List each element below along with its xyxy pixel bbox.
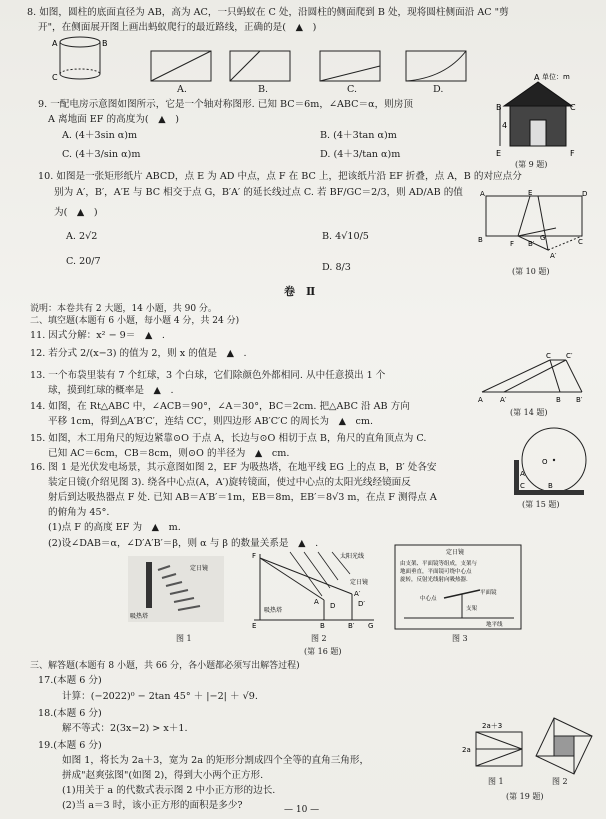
section1-heading: 二、填空题(本题有 6 小题，每小题 4 分，共 24 分) <box>30 316 240 326</box>
q16-fig2-tower-text: 吸热塔 <box>264 607 283 614</box>
q14-label-b: B <box>556 396 561 404</box>
q16-fig3-title: 定日镜 <box>446 549 465 556</box>
q16-fig3-desc-0: 由支架、平面镜等组成，支架与 <box>400 561 478 567</box>
juan2-title: 卷 Ⅱ <box>284 285 316 298</box>
q17-body: 计算：(−2022)⁰ − 2tan 45° ＋ |−2| ＋ √9. <box>62 691 258 702</box>
q10-label-b2: B′ <box>528 240 535 248</box>
q16-line1: 16. 图 1 是光伏发电场景，其示意图如图 2，EF 为吸热塔，在地平线 EG 上的点 B，B′ 处各安 <box>30 462 437 473</box>
q14-label-a: A <box>478 396 483 404</box>
q9-house-figure <box>496 70 580 162</box>
q16-fig3-label: 图 3 <box>452 634 468 643</box>
q16-fig2-label-b2: B′ <box>348 622 355 630</box>
q8-cylinder-figure <box>52 34 108 84</box>
q19-fig2 <box>534 716 594 776</box>
q19-dim-top: 2a＋3 <box>482 722 503 730</box>
q19-sub2: (2)当 a＝3 时，该小正方形的面积是多少? <box>62 800 243 811</box>
q8-label-a: A <box>52 39 58 48</box>
q16-fig1-label: 图 1 <box>176 634 192 643</box>
q15-line1: 15. 如图，木工用角尺的短边紧靠⊙O 于点 A，长边与⊙O 相切于点 B，角尺的直角顶点为 C. <box>30 433 427 444</box>
q9-label-b: B <box>496 103 502 112</box>
q13-line1: 13. 一个布袋里装有 7 个红球，3 个白球，它们除颜色外都相同. 从中任意摸出 1 个 <box>30 370 386 381</box>
q9-option-c: C. (4＋3/sin α)m <box>62 149 141 160</box>
q15-label-c: C <box>520 482 525 490</box>
q9-label-c: C <box>570 103 576 112</box>
q14-triangle-figure <box>476 352 588 404</box>
q15-label-b: B <box>548 482 553 490</box>
q16-line4: 的俯角为 45°. <box>48 507 110 518</box>
q19-fig2-label: 图 2 <box>552 777 568 786</box>
q17-title: 17.(本题 6 分) <box>38 675 102 686</box>
q16-fig3-mirror: 平面镜 <box>480 590 497 596</box>
q16-fig3-desc-1: 地面垂直，平面镜可绕中心点 <box>400 569 472 575</box>
q8-label-c: C <box>52 73 58 82</box>
q16-fig3-desc-2: 旋转，反射光线射向吸热器. <box>400 577 468 583</box>
q10-line2: 别为 A′，B′，A′E 与 BC 相交于点 G，B′A′ 的延长线过点 C. 若 BF/GC＝2/3，则 AD/AB 的值 <box>54 187 463 198</box>
q13-line2: 球，摸到红球的概率是 ▲ . <box>48 385 174 396</box>
q15-circle-figure <box>512 420 588 500</box>
q16-fig2-label-d2: D′ <box>358 600 365 608</box>
q19-fig1-label: 图 1 <box>488 777 504 786</box>
q11-text: 11. 因式分解：x² − 9＝ ▲ . <box>30 330 165 341</box>
q9-unit: 单位：m <box>542 73 570 81</box>
q12-text: 12. 若分式 2/(x−3) 的值为 2，则 x 的值是 ▲ . <box>30 348 247 359</box>
q18-title: 18.(本题 6 分) <box>38 708 102 719</box>
q18-body: 解不等式：2(3x−2) > x＋1. <box>62 723 188 734</box>
q16-fig2-label-f: F <box>252 552 257 560</box>
q16-fig1-tower-text: 吸热塔 <box>130 613 149 620</box>
q9-line1: 9. 一配电房示意图如图所示，它是一个轴对称图形. 已知 BC＝6m，∠ABC＝α，则房顶 <box>38 99 413 110</box>
q10-label-a2: A′ <box>550 252 557 260</box>
q10-option-d: D. 8/3 <box>322 262 351 273</box>
q16-fig3-center: 中心点 <box>420 596 437 602</box>
q10-caption: (第 10 题) <box>512 267 550 276</box>
q8-line1: 8. 如图，圆柱的底面直径为 AB，高为 AC，一只蚂蚁在 C 处，沿圆柱的侧面爬到 B 处，现将圆柱侧面沿 AC "剪 <box>27 7 509 18</box>
q16-caption: (第 16 题) <box>304 647 342 656</box>
q10-label-c: C <box>578 238 583 246</box>
q10-line1: 10. 如图是一张矩形纸片 ABCD，点 E 为 AD 中点，点 F 在 BC 上，把该纸片沿 EF 折叠，点 A，B 的对应点分 <box>38 171 522 182</box>
q10-option-a: A. 2√2 <box>66 231 98 242</box>
q16-fig2-label-g: G <box>368 622 374 630</box>
q16-fig2-mirror-text: 定日镜 <box>350 579 369 586</box>
q8-option-d-figure <box>405 50 467 86</box>
q19-sub1: (1)用关于 a 的代数式表示图 2 中小正方形的边长. <box>62 785 276 796</box>
q10-label-g: G <box>540 234 546 242</box>
q14-caption: (第 14 题) <box>510 408 548 417</box>
q8-option-c: C. <box>347 84 358 95</box>
q16-fig2-label-a2: A′ <box>354 590 361 598</box>
q15-caption: (第 15 题) <box>522 500 560 509</box>
q10-label-d: D <box>582 190 588 198</box>
q16-fig2-diagram <box>250 548 380 630</box>
q10-rectangle-figure <box>478 188 588 268</box>
q19-line1: 如图 1，将长为 2a＋3，宽为 2a 的矩形分割成四个全等的直角三角形， <box>62 755 370 766</box>
q8-line2: 开"，在侧面展开图上画出蚂蚁爬行的最近路线，正确的是( ▲ ) <box>38 22 317 33</box>
q19-title: 19.(本题 6 分) <box>38 740 102 751</box>
q8-option-d: D. <box>433 84 444 95</box>
q16-fig3-diagram <box>394 544 522 630</box>
q14-label-c2: C′ <box>566 352 573 360</box>
section2-heading: 三、解答题(本题有 8 小题，共 66 分，各小题都必须写出解答过程) <box>30 661 300 671</box>
q15-label-a: A <box>520 470 525 478</box>
q19-fig1 <box>462 720 528 772</box>
q16-fig2-label-b: B <box>320 622 325 630</box>
q14-label-a2: A′ <box>500 396 507 404</box>
q16-fig3-stand: 支架 <box>466 606 478 612</box>
q10-label-a: A <box>480 190 485 198</box>
q9-height-value: 4 <box>502 121 508 130</box>
q9-option-d: D. (4＋3/tan α)m <box>320 149 401 160</box>
q15-line2: 已知 AC＝6cm，CB＝8cm，则⊙O 的半径为 ▲ cm. <box>48 448 290 459</box>
juan2-note: 说明：本卷共有 2 大题，14 小题，共 90 分。 <box>30 304 217 314</box>
q16-sub1: (1)点 F 的高度 EF 为 ▲ m. <box>48 522 181 533</box>
q8-option-c-figure <box>319 50 381 86</box>
q14-line1: 14. 如图，在 Rt△ABC 中，∠ACB＝90°，∠A＝30°，BC＝2cm. 把△ABC 沿 AB 方向 <box>30 401 410 412</box>
q10-option-b: B. 4√10/5 <box>322 231 369 242</box>
q19-line2: 拼成"赵爽弦图"(如图 2)，得到大小两个正方形. <box>62 770 264 781</box>
q9-label-f: F <box>570 149 575 158</box>
q9-label-e: E <box>496 149 502 158</box>
page-number: — 10 — <box>284 805 320 815</box>
q8-label-b: B <box>102 39 108 48</box>
q16-fig2-sun-text: 太阳光线 <box>340 553 365 560</box>
q8-option-a-figure <box>150 50 212 86</box>
q16-line2: 装定日镜(介绍见图 3). 绕各中心点(A，A′)旋转镜面，使过中心点的太阳光线经镜面反 <box>48 477 411 488</box>
q14-label-c: C <box>546 352 551 360</box>
q16-fig2-label-d: D <box>330 602 336 610</box>
q10-label-e: E <box>528 189 533 197</box>
q10-label-f: F <box>510 240 515 248</box>
q16-sub2: (2)设∠DAB＝α，∠D′A′B′＝β，则 α 与 β 的数量关系是 ▲ . <box>48 538 319 549</box>
q16-line3: 射后到达吸热器点 F 处. 已知 AB＝A′B′＝1m，EB＝8m，EB′＝8√3 m，在点 F 测得点 A <box>48 492 437 503</box>
q8-option-b-figure <box>229 50 291 86</box>
q8-option-b: B. <box>258 84 269 95</box>
q16-fig2-label: 图 2 <box>311 634 327 643</box>
q9-option-b: B. (4＋3tan α)m <box>320 130 397 141</box>
q19-dim-side: 2a <box>462 746 471 754</box>
q16-fig3-ground: 地平线 <box>486 622 503 628</box>
q14-line2: 平移 1cm，得到△A′B′C′，连结 CC′，则四边形 AB′C′C 的周长为 ▲ cm. <box>48 416 374 427</box>
q16-fig1-mirror-text: 定日镜 <box>190 565 209 572</box>
q15-label-o: O <box>542 458 548 466</box>
q9-line2: A 离地面 EF 的高度为( ▲ ) <box>48 114 179 125</box>
q16-fig2-label-a: A <box>314 598 319 606</box>
q9-caption: (第 9 题) <box>515 160 548 169</box>
q16-fig2-label-e: E <box>252 622 257 630</box>
q9-label-a: A <box>534 73 540 82</box>
q8-option-a: A. <box>177 84 187 95</box>
q10-line3: 为( ▲ ) <box>54 207 98 218</box>
q10-option-c: C. 20/7 <box>66 256 101 267</box>
q19-caption: (第 19 题) <box>506 792 544 801</box>
q10-label-b: B <box>478 236 483 244</box>
q9-option-a: A. (4＋3sin α)m <box>62 130 138 141</box>
q14-label-b2: B′ <box>576 396 583 404</box>
q16-fig1-photo <box>128 556 224 622</box>
